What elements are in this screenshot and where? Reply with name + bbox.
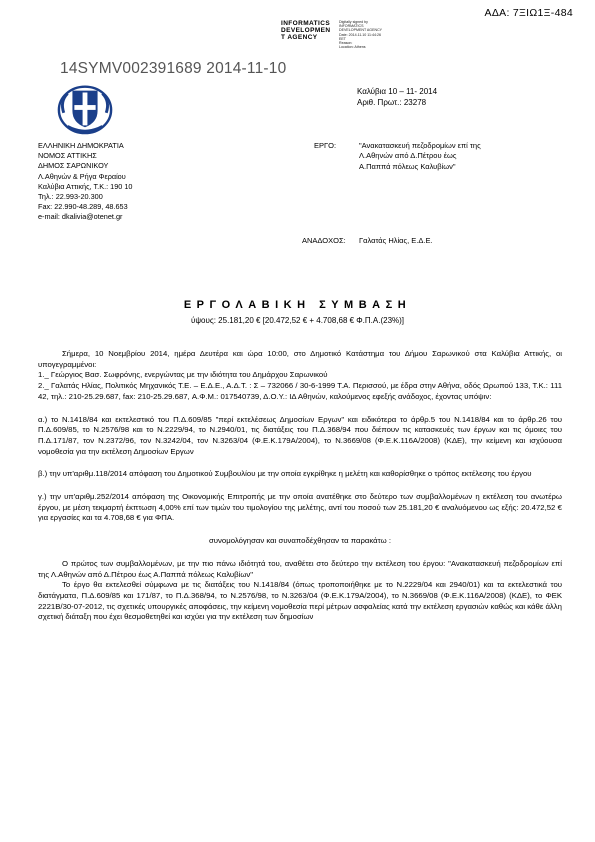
sender-line: Καλύβια Αττικής, Τ.Κ.: 190 10: [38, 181, 133, 191]
sender-line: ΝΟΜΟΣ ΑΤΤΙΚΗΣ: [38, 151, 97, 161]
assignment-paragraph: Ο πρώτος των συμβαλλομένων, με την πιο πάνω ιδιότητά του, αναθέτει στο δεύτερο την εκτέλεση του έργου: "Ανακατασκευή πεζοδρομίων επί της Λ.Αθηνών από Δ.Πέτρου έως Α.Παππά πόλεως Καλυβίων": [38, 558, 562, 579]
ergo-label: ΕΡΓΟ:: [314, 141, 337, 150]
place-date: Καλύβια 10 – 11- 2014: [357, 87, 438, 96]
party-1: 1._ Γεώργιος Βασ. Σωφρόνης, ενεργώντας με την ιδιότητα του Δημάρχου Σαρωνικού: [38, 370, 328, 380]
clause-c: γ.) την υπ'αριθμ.252/2014 απόφαση της Οικονομικής Επιτροπής με την οποία ανατέθηκε στο δεύτερο των συμβαλλομένων η εκτέλεση του ανωτέρω έργου, με μέση τεκμαρτή έκπτωση 4,00% επί των τιμών του τιμολογίου της μελέτης, αντί του ποσού των 25.181,20 € αναλυόμενου ως εξής: 20.472,52 € για εργασίες και τα 4.708,68 € για ΦΠΑ.: [38, 492, 562, 523]
contract-amount: ύψους: 25.181,20 € [20.472,52 € + 4.708,68 € Φ.Π.Α.(23%)]: [190, 316, 405, 325]
party-2: 2._ Γαλατάς Ηλίας, Πολιτικός Μηχανικός Τ.Ε. – Ε.Δ.Ε., Α.Δ.Τ. : Σ – 732066 / 30-6-1999 Τ.Α. Περισσού, με έδρα στην Αθήνα, οδός Ωρωπού 133, Τ.Κ.: 111 42, τηλ.: 210-25.29.687, fax: 210-25.29.687, Α.Φ.Μ.: 017540739, Δ.Ο.Υ.: ΙΔ Αθηνών, καλούμενος εφεξής ανάδοχος, έχοντας υπόψιν:: [38, 381, 562, 401]
sender-line: ΕΛΛΗΝΙΚΗ ΔΗΜΟΚΡΑΤΙΑ: [38, 141, 124, 150]
protocol-number: Αριθ. Πρωτ.: 23278: [357, 98, 427, 107]
paragraph-intro: Σήμερα, 10 Νοεμβρίου 2014, ημέρα Δευτέρα και ώρα 10:00, στο Δημοτικό Κατάστημα του Δήμου Σαρωνικού στα Καλύβια Αττικής, οι υπογεγραμμένοι:: [38, 349, 562, 369]
document-title: ΕΡΓΟΛΑΒΙΚΗ ΣΥΜΒΑΣΗ: [183, 299, 412, 311]
clause-a: α.) το Ν.1418/84 και εκτελεστικό του Π.Δ.609/85 "περί εκτελέσεως Δημοσίων Εργων" και ειδικότερα το άρθρ.5 του Ν.1418/84 και το άρθρ.26 του Π.Δ.609/85, το Ν.2576/98 και το Ν.2229/94, το Ν.2940/01, τις διατάξεις του Π.Δ.368/94 που διέπουν τις κατασκευές των έργων και τις όμοιες του Π.Δ.171/87, τον Ν.2372/96, τον Ν.3242/04, τον Ν.3263/04 (Φ.Ε.Κ.179Α/2004), το Ν.3669/08 (Φ.Ε.Κ.116Α/2008) (ΚΔΕ), την κείμενη και ισχύουσα νομοθεσία για την εκτέλεση Δημοσίων Εργων: [38, 414, 562, 456]
sender-line: ΔΗΜΟΣ ΣΑΡΩΝΙΚΟΥ: [38, 161, 109, 171]
clause-b: β.) την υπ'αριθμ.118/2014 απόφαση του Δημοτικού Συμβουλίου με την οποία εγκρίθηκε η μελέτη και καθορίσθηκε ο τρόπος εκτέλεσης του έργου: [38, 469, 532, 479]
contractor-value: Γαλατάς Ηλίας, Ε.Δ.Ε.: [359, 236, 433, 245]
sender-line: Λ.Αθηνών & Ρήγα Φεραίου: [38, 171, 126, 181]
date-block: [357, 86, 437, 108]
document-watermark: 14SYMV002391689 2014-11-10: [60, 60, 287, 77]
sender-line: Fax: 22.990-48.289, 48.653: [38, 202, 128, 212]
agreement-heading: συνομολόγησαν και συναποδέχθησαν τα παρακάτω :: [209, 536, 391, 546]
contractor-label: ΑΝΑΔΟΧΟΣ:: [302, 236, 346, 245]
sender-line: Τηλ.: 22.993-20.300: [38, 192, 103, 202]
stamp-details: Digitally signed by INFORMATICS DEVELOPMENT AGENCY Date: 2014.11.10 11:44:26 EET Reason: Location: Athens: [339, 20, 383, 50]
greek-coat-of-arms-icon: [56, 78, 114, 136]
sender-block: [38, 141, 132, 223]
stamp-organization: INFORMATICS DEVELOPMEN T AGENCY: [281, 20, 331, 41]
ergo-value: "Ανακατασκευή πεζοδρομίων επί της Λ.Αθηνών από Δ.Πέτρου έως Α.Παππά πόλεως Καλυβίων": [359, 141, 481, 171]
sender-email: e-mail: dkalivia@otenet.gr: [38, 212, 123, 222]
contract-body: [38, 349, 562, 623]
ada-code: ΑΔΑ: 7ΞΙΩ1Ξ-484: [484, 7, 573, 19]
execution-paragraph: Το έργο θα εκτελεσθεί σύμφωνα με τις διατάξεις του Ν.1418/84 (όπως τροποποιήθηκε με το Ν.2229/04 και 2940/01) και τα εκτελεστικά του διατάγματα, Π.Δ.609/85 και 171/87, το Π.Δ.368/94, το Ν.2576/98, το Ν.3263/04 (Φ.Ε.Κ.179Α/2004), το Ν.3669/08 (Φ.Ε.Κ.116Α/2008) (ΚΔΕ), το ΦΕΚ 2221Β/30-07-2012, τις σχετικές υπουργικές αποφάσεις, την κείμενη νομοθεσία περί μέτρων ασφαλείας κατά την εκτέλεση εργασιών καθώς και κάθε άλλη σχετική διάταξη που έχει θεσμοθετηθεί και ισχύει για την εκτέλεση των δημοσίων: [38, 580, 562, 622]
